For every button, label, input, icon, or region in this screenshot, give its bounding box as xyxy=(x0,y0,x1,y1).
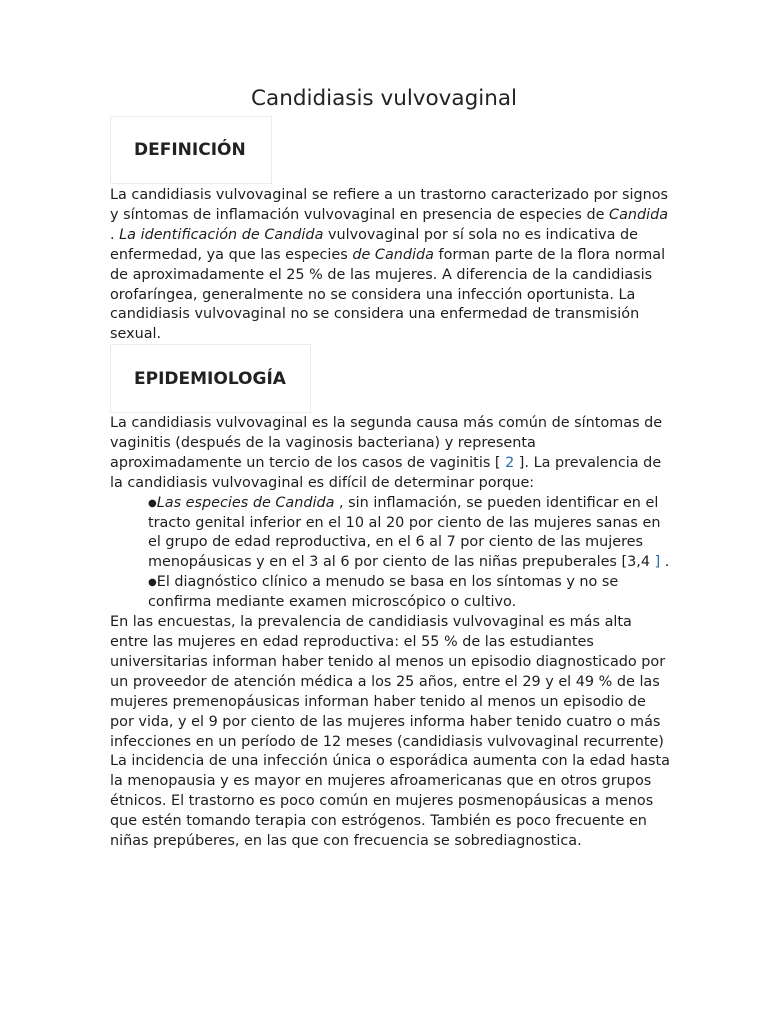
epidemiologia-paragraph-1 xyxy=(110,414,670,494)
text-run: vulvovaginal por sí sola no es indicativa de enfermedad, ya que las especies xyxy=(110,226,639,263)
italic-run: de Candida xyxy=(352,246,434,263)
section-heading-box-definicion xyxy=(110,116,272,184)
bullet-icon: ● xyxy=(148,497,157,509)
text-run: forman parte de la flora normal de aproximadamente el 25 % de las mujeres. A diferencia de la candidiasis orofaríngea, generalmente no se considera una infección oportunista. La candidiasis vulvovaginal no se considera una enfermedad de transmisión sexual. xyxy=(110,246,666,343)
definicion-text xyxy=(110,186,670,345)
page-title: Candidiasis vulvovaginal xyxy=(251,86,517,111)
text-run: La candidiasis vulvovaginal es la segunda causa más común de síntomas de vaginitis (después de la vaginosis bacteriana) y representa aproximadamente un tercio de los casos de vaginitis [ xyxy=(110,415,663,471)
section-heading-definicion: DEFINICIÓN xyxy=(134,140,246,160)
text-run: ]. La prevalencia de la candidiasis vulvovaginal es difícil de determinar porque: xyxy=(110,454,662,491)
reference-link-3-4[interactable]: ] xyxy=(654,554,661,571)
list-item-1 xyxy=(110,494,670,574)
text-run: . xyxy=(660,554,670,571)
epidemiologia-text xyxy=(110,414,670,852)
text-run: El diagnóstico clínico a menudo se basa en los síntomas y no se confirma mediante examen microscópico o cultivo. xyxy=(148,574,619,611)
section-heading-box-epidemiologia xyxy=(110,344,311,413)
epidemiologia-paragraph-3: La incidencia de una infección única o esporádica aumenta con la edad hasta la menopausia y es mayor en mujeres afroamericanas que en otros grupos étnicos. El trastorno es poco común en mujeres posmenopáusicas a menos que estén tomando terapia con estrógenos. También es poco frecuente en niñas prepúberes, en las que con frecuencia se sobrediagnostica. xyxy=(110,753,670,850)
definicion-paragraph xyxy=(110,186,670,345)
text-run: . xyxy=(110,226,120,243)
list-item-2 xyxy=(110,573,670,613)
italic-run: La identificación de Candida xyxy=(119,226,324,243)
text-run: , sin inflamación, se pueden identificar en el tracto genital inferior en el 10 al 20 por ciento de las mujeres sanas en el grupo de edad reproductiva, en el 6 al 7 por ciento de las mujeres menopáusicas y en el 3 al 6 por ciento de las niñas prepuberales [3,4 xyxy=(148,494,661,571)
reference-link-2[interactable]: 2 xyxy=(505,454,515,471)
text-run: La candidiasis vulvovaginal se refiere a un trastorno caracterizado por signos y síntomas de inflamación vulvovaginal en presencia de especies de xyxy=(110,187,669,223)
section-heading-epidemiologia: EPIDEMIOLOGÍA xyxy=(134,368,286,389)
italic-run: Candida xyxy=(609,206,669,223)
bullet-icon: ● xyxy=(148,577,157,589)
epidemiologia-paragraph-2: En las encuestas, la prevalencia de candidiasis vulvovaginal es más alta entre las mujeres en edad reproductiva: el 55 % de las estudiantes universitarias informan haber tenido al menos un episodio diagnosticado por un proveedor de atención médica a los 25 años, entre el 29 y el 49 % de las mujeres premenopáusicas informan haber tenido al menos un episodio de por vida, y el 9 por ciento de las mujeres informa haber tenido cuatro o más infecciones en un período de 12 meses (candidiasis vulvovaginal recurrente) xyxy=(110,614,666,750)
italic-run: Las especies de Candida xyxy=(156,494,335,511)
